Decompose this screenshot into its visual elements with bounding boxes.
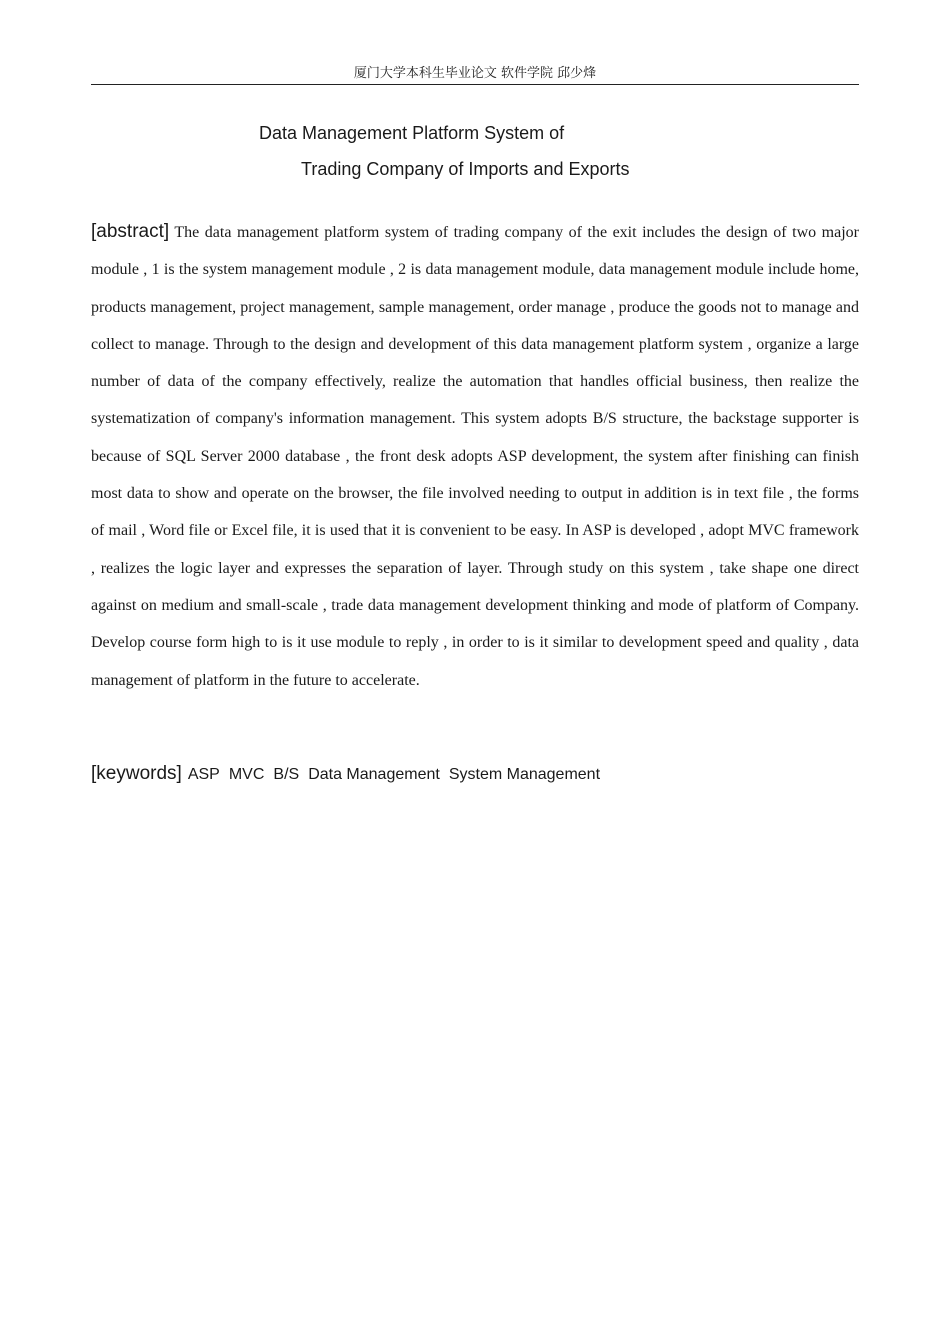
keywords-line (91, 762, 609, 787)
keyword: System Management (448, 766, 601, 783)
keyword: ASP (187, 766, 220, 783)
keyword: MVC (228, 766, 265, 783)
paper-title-line-1: Data Management Platform System of (259, 123, 565, 143)
keyword: Data Management (308, 766, 440, 783)
abstract-paragraph (91, 213, 859, 699)
running-header: 厦门大学本科生毕业论文 软件学院 邱少烽 (353, 66, 597, 81)
paper-title-line-2: Trading Company of Imports and Exports (301, 159, 630, 179)
keywords-label: [keywords] (91, 763, 182, 784)
abstract-label: [abstract] (91, 221, 170, 242)
abstract-text: The data management platform system of trading company of the exit includes the design of two major module , 1 is the system management module , 2 is data management module, data management module include home, products management, project management, sample management, order manage , produce the goods not to manage and collect to manage. Through to the design and development of this data management platform system , organize a large number of data of the company effectively, realize the automation that handles official business, then realize the systematization of company's information management. This system adopts B/S structure, the backstage supporter is because of SQL Server 2000 database , the front desk adopts ASP development, the system after finishing can finish most data to show and operate on the browser, the file involved needing to output in addition is in text file , the forms of mail , Word file or Excel file, it is used that it is convenient to be easy. In ASP is developed , adopt MVC framework , realizes the logic layer and expresses the separation of layer. Through study on this system , take shape one direct against on medium and small-scale , trade data management development thinking and mode of platform of Company. Develop course form high to is it use module to reply , in order to is it similar to development speed and quality , data management of platform in the future to accelerate. (91, 224, 859, 689)
header-rule (91, 84, 859, 85)
keyword: B/S (273, 766, 300, 783)
